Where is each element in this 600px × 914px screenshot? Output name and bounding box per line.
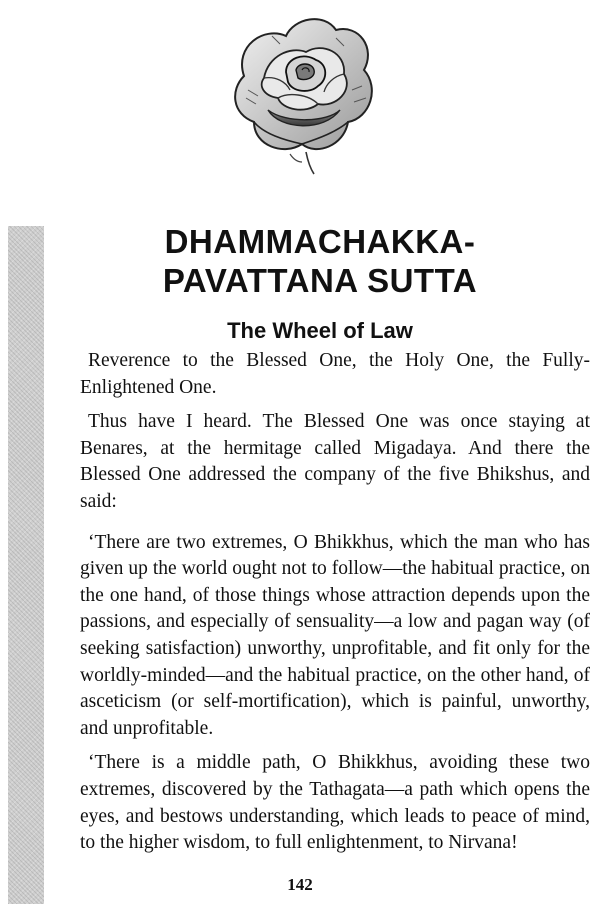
paragraph-invocation: Reverence to the Blessed One, the Holy One, the Fully-Enlightened One. [80,350,590,398]
body-text [80,348,590,857]
paragraph-middle-path: ‘There is a middle path, O Bhikkhus, avoiding these two extremes, discovered by the Tathagata—a path which opens the eyes, and bestows understanding, which leads to peace of mind, to the higher wisdom, to full enlightenment, to Nirvana! [80,752,590,854]
paragraph-intro: Thus have I heard. The Blessed One was once staying at Benares, at the hermitage called Migadaya. And there the Blessed One addressed the company of the five Bhikshus, and said: [80,411,590,512]
margin-texture-band [8,226,44,904]
chapter-title-line-1: DHAMMACHAKKA- [164,223,476,260]
rose-illustration-icon [224,6,384,176]
page-number: 142 [287,875,313,894]
chapter-title-line-2: PAVATTANA SUTTA [162,262,478,299]
chapter-subtitle: The Wheel of Law [227,318,413,343]
paragraph-two-extremes: ‘There are two extremes, O Bhikkhus, which the man who has given up the world ought not to follow—the habitual practice, on the one hand, of those things whose attraction depends upon the passions, and especially of sensuality—a low and pagan way (of seeking satisfaction) unworthy, unprofitable, and fit only for the worldly-minded—and the habitual practice, on the other hand, of asceticism (or self-mortification), which is painful, unworthy, and unprofitable. [80,531,590,739]
